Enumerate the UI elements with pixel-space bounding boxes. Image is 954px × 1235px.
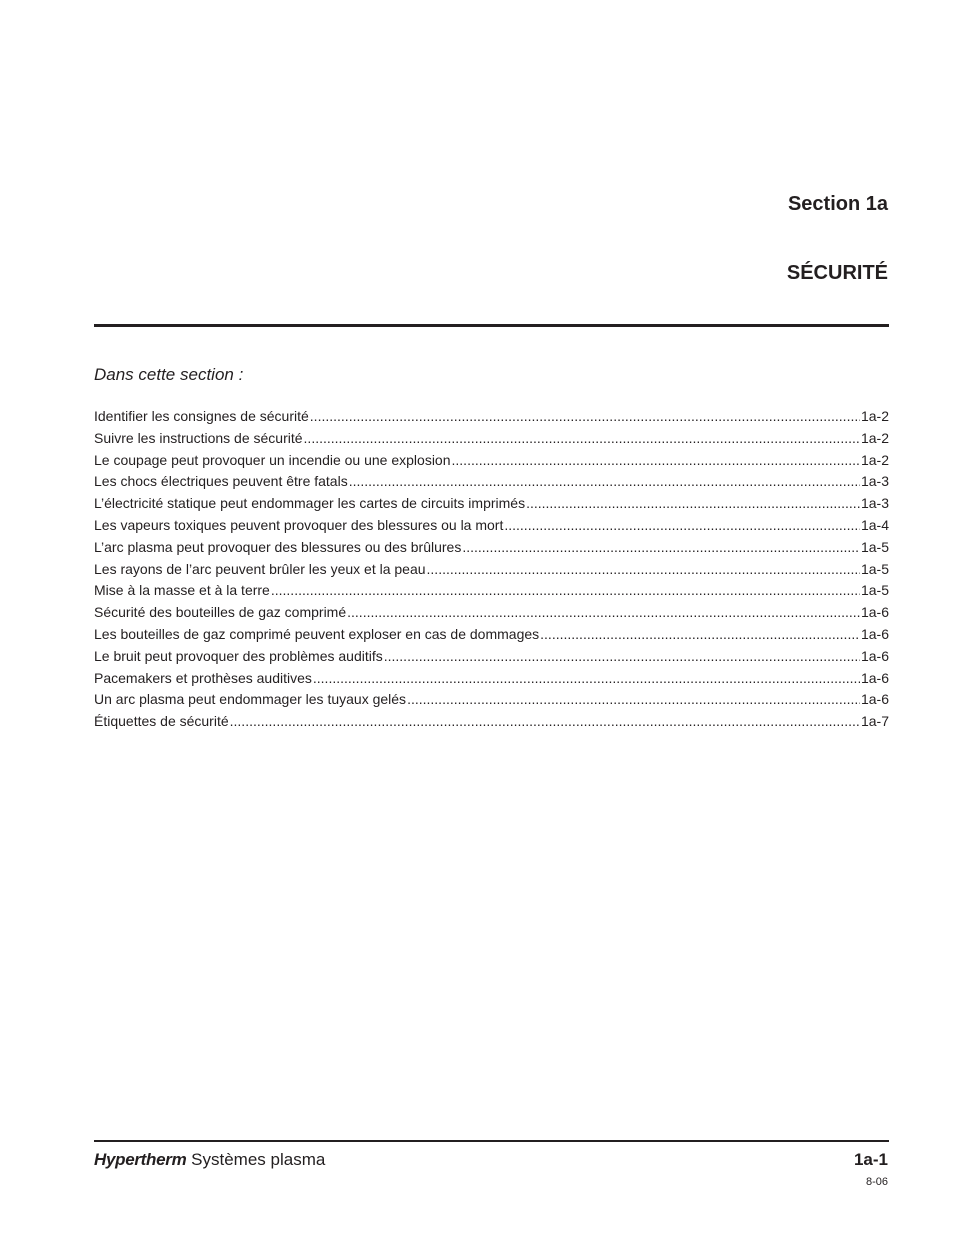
toc-heading: Dans cette section : (94, 365, 244, 384)
toc-leader-dots (504, 515, 860, 537)
toc-entry[interactable] (94, 689, 889, 711)
toc-entry-page: 1a-2 (860, 408, 889, 424)
toc-entry-page: 1a-5 (860, 560, 889, 577)
toc-entry-title: Les bouteilles de gaz comprimé peuvent exploser en cas de dommages (94, 625, 540, 642)
toc-entry[interactable] (94, 471, 889, 493)
toc-entry-page: 1a-2 (860, 451, 889, 468)
page-number: 1a-1 (853, 1150, 888, 1169)
top-divider (94, 324, 889, 327)
toc-entry-page: 1a-3 (860, 495, 889, 512)
toc-entry-page: 1a-5 (860, 538, 889, 555)
table-of-contents (94, 406, 889, 733)
toc-entry-title: Le coupage peut provoquer un incendie ou une explosion (94, 451, 451, 468)
toc-leader-dots (540, 624, 860, 646)
toc-entry-title: Les chocs électriques peuvent être fatals (94, 473, 348, 490)
toc-entry[interactable] (94, 711, 889, 733)
toc-entry-page: 1a-5 (860, 582, 889, 599)
toc-leader-dots (310, 406, 860, 428)
toc-leader-dots (526, 493, 860, 515)
product-name: Systèmes plasma (191, 1150, 326, 1169)
toc-leader-dots (384, 646, 860, 668)
toc-entry-page: 1a-6 (860, 625, 889, 642)
toc-entry[interactable] (94, 602, 889, 624)
toc-entry-title: Identifier les consignes de sécurité (94, 408, 309, 424)
toc-entry-title: L’électricité statique peut endommager les cartes de circuits imprimés (94, 495, 526, 512)
toc-entry[interactable] (94, 515, 889, 537)
toc-entry[interactable] (94, 406, 889, 428)
section-number: Section 1a (787, 193, 888, 215)
toc-entry[interactable] (94, 624, 889, 646)
toc-entry-title: L’arc plasma peut provoquer des blessures ou des brûlures (94, 538, 462, 555)
toc-leader-dots (271, 580, 860, 602)
brand-logo: Hypertherm (94, 1150, 187, 1169)
toc-entry-title: Les vapeurs toxiques peuvent provoquer des blessures ou la mort (94, 516, 504, 533)
toc-entry[interactable] (94, 428, 889, 450)
toc-leader-dots (313, 668, 860, 690)
toc-entry-page: 1a-3 (860, 473, 889, 490)
toc-entry[interactable] (94, 450, 889, 472)
toc-entry-page: 1a-6 (860, 604, 889, 621)
toc-entry-title: Mise à la masse et à la terre (94, 582, 270, 599)
toc-entry-title: Sécurité des bouteilles de gaz comprimé (94, 604, 347, 621)
toc-entry[interactable] (94, 646, 889, 668)
toc-entry-page: 1a-6 (860, 669, 889, 686)
toc-entry-title: Un arc plasma peut endommager les tuyaux gelés (94, 691, 407, 708)
toc-leader-dots (347, 602, 860, 624)
toc-entry-page: 1a-7 (860, 713, 889, 730)
toc-entry[interactable] (94, 559, 889, 581)
footer-divider (94, 1140, 889, 1142)
toc-entry[interactable] (94, 580, 889, 602)
toc-leader-dots (462, 537, 860, 559)
footer-product (94, 1150, 325, 1170)
toc-entry[interactable] (94, 493, 889, 515)
toc-leader-dots (407, 689, 860, 711)
toc-leader-dots (349, 471, 860, 493)
toc-entry-title: Les rayons de l’arc peuvent brûler les yeux et la peau (94, 560, 426, 577)
toc-entry-title: Le bruit peut provoquer des problèmes auditifs (94, 647, 383, 664)
toc-entry-title: Pacemakers et prothèses auditives (94, 669, 312, 686)
section-title: SÉCURITÉ (786, 262, 888, 284)
toc-entry-title: Étiquettes de sécurité (94, 713, 229, 730)
toc-entry[interactable] (94, 668, 889, 690)
toc-leader-dots (230, 711, 860, 733)
toc-entry[interactable] (94, 537, 889, 559)
toc-leader-dots (452, 450, 860, 472)
toc-entry-page: 1a-6 (860, 647, 889, 664)
toc-leader-dots (427, 559, 860, 581)
toc-entry-page: 1a-6 (860, 691, 889, 708)
toc-leader-dots (304, 428, 860, 450)
date-code: 8-06 (865, 1176, 888, 1188)
toc-entry-title: Suivre les instructions de sécurité (94, 429, 303, 446)
toc-entry-page: 1a-4 (860, 516, 889, 533)
toc-entry-page: 1a-2 (860, 429, 889, 446)
